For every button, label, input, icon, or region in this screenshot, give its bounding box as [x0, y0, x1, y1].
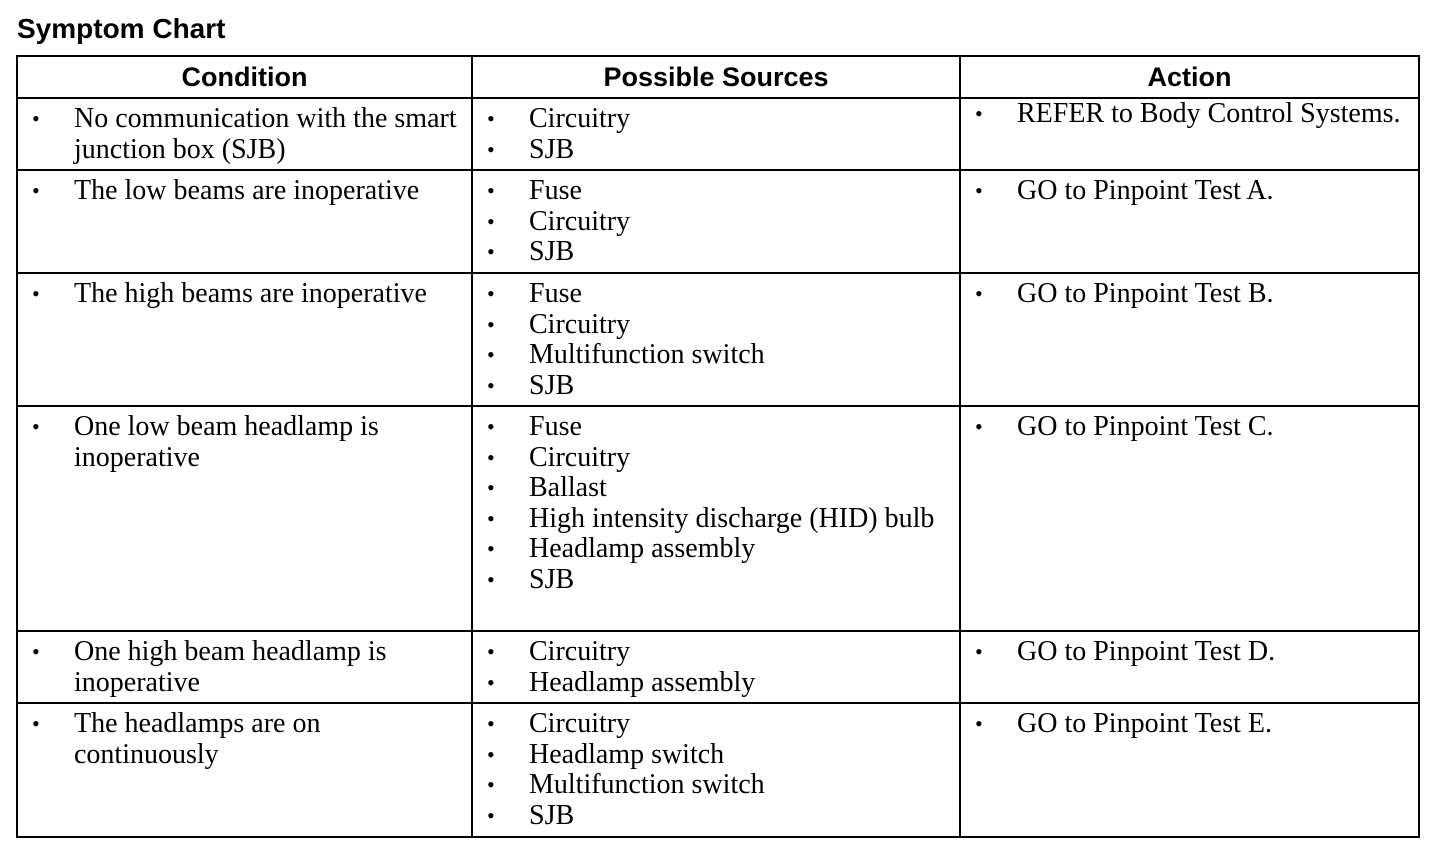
list-item [961, 99, 1418, 128]
list-item [473, 207, 959, 238]
list-item [473, 237, 959, 268]
sources-cell [472, 406, 960, 631]
sources-cell [472, 98, 960, 170]
condition-text: The high beams are inoperative [74, 278, 427, 309]
table-row [17, 703, 1419, 837]
bullet-icon: • [487, 802, 495, 828]
source-text: SJB [529, 133, 575, 165]
source-text: Circuitry [529, 103, 631, 134]
condition-text: One low beam headlamp is inoperative [74, 411, 379, 473]
page-title: Symptom Chart [17, 13, 226, 44]
sources-cell [472, 273, 960, 406]
bullet-icon: • [975, 711, 983, 736]
list-item [18, 176, 471, 207]
header-row [17, 56, 1419, 98]
source-text: Fuse [529, 278, 582, 309]
list-item [18, 279, 471, 310]
list-item [473, 340, 959, 371]
table-row [17, 98, 1419, 170]
condition-cell [17, 98, 472, 170]
table-row [17, 631, 1419, 703]
source-text: Multifunction switch [529, 339, 765, 370]
bullet-icon: • [32, 711, 40, 736]
action-text: GO to Pinpoint Test D. [1017, 636, 1276, 667]
bullet-icon: • [487, 711, 495, 736]
bullet-icon: • [487, 136, 495, 162]
bullet-icon: • [487, 414, 495, 439]
bullet-icon: • [487, 741, 495, 767]
source-text: SJB [529, 236, 575, 267]
bullet-icon: • [487, 505, 495, 531]
list-item [473, 443, 959, 474]
list-item [473, 534, 959, 565]
bullet-icon: • [32, 178, 40, 203]
list-item [473, 709, 959, 740]
sources-cell [472, 631, 960, 703]
action-text: GO to Pinpoint Test E. [1017, 708, 1272, 739]
bullet-icon: • [487, 566, 495, 592]
table-row [17, 406, 1419, 631]
list-item [473, 279, 959, 310]
condition-text: No communication with the smart junction box (SJB) [74, 103, 457, 165]
bullet-icon: • [487, 239, 495, 264]
bullet-icon: • [487, 475, 495, 500]
condition-cell [17, 703, 472, 837]
source-text: Headlamp switch [529, 738, 725, 770]
condition-header: Condition [17, 56, 472, 98]
action-text: GO to Pinpoint Test B. [1017, 278, 1274, 309]
list-item [961, 709, 1418, 740]
list-item [961, 412, 1418, 443]
source-text: Ballast [529, 472, 607, 503]
source-text: Headlamp assembly [529, 666, 756, 698]
list-item [473, 104, 959, 135]
list-item [473, 473, 959, 504]
action-cell [960, 273, 1419, 406]
source-text: Circuitry [529, 205, 631, 237]
action-cell [960, 406, 1419, 631]
list-item [961, 279, 1418, 310]
bullet-icon: • [487, 106, 495, 131]
bullet-icon: • [487, 178, 495, 203]
list-item [473, 770, 959, 801]
action-cell [960, 98, 1419, 170]
table-row [17, 170, 1419, 273]
list-item [473, 135, 959, 166]
list-item [473, 801, 959, 832]
bullet-icon: • [975, 281, 983, 306]
sources-cell [472, 170, 960, 273]
action-cell [960, 703, 1419, 837]
list-item [473, 740, 959, 771]
bullet-icon: • [975, 101, 983, 126]
list-item [473, 412, 959, 443]
condition-cell [17, 273, 472, 406]
bullet-icon: • [487, 772, 495, 797]
source-text: Fuse [529, 175, 582, 206]
symptom-table [16, 55, 1420, 838]
condition-cell [17, 170, 472, 273]
bullet-icon: • [487, 281, 495, 306]
source-text: Headlamp assembly [529, 533, 756, 564]
possible-sources-header: Possible Sources [472, 56, 960, 98]
condition-text: The low beams are inoperative [74, 175, 420, 206]
bullet-icon: • [487, 639, 495, 664]
bullet-icon: • [32, 106, 40, 131]
list-item [18, 637, 471, 698]
source-text: Circuitry [529, 708, 631, 739]
bullet-icon: • [487, 208, 495, 234]
condition-cell [17, 631, 472, 703]
bullet-icon: • [32, 639, 40, 664]
source-text: Multifunction switch [529, 769, 765, 800]
list-item [473, 176, 959, 207]
condition-text: The headlamps are on continuously [74, 708, 321, 770]
action-text: GO to Pinpoint Test A. [1017, 175, 1274, 206]
list-item [18, 709, 471, 770]
bullet-icon: • [487, 342, 495, 367]
source-text: SJB [529, 563, 575, 595]
list-item [473, 565, 959, 596]
bullet-icon: • [487, 311, 495, 337]
source-text: Circuitry [529, 441, 631, 473]
action-text: GO to Pinpoint Test C. [1017, 411, 1274, 442]
action-cell [960, 631, 1419, 703]
source-text: SJB [529, 799, 575, 831]
list-item [18, 104, 471, 165]
bullet-icon: • [975, 178, 983, 203]
list-item [473, 504, 959, 535]
bullet-icon: • [487, 372, 495, 398]
list-item [961, 176, 1418, 207]
list-item [473, 637, 959, 668]
source-text: SJB [529, 369, 575, 401]
list-item [18, 412, 471, 473]
table-row [17, 273, 1419, 406]
action-cell [960, 170, 1419, 273]
bullet-icon: • [487, 669, 495, 695]
list-item [961, 637, 1418, 668]
bullet-icon: • [975, 414, 983, 439]
bullet-icon: • [32, 281, 40, 306]
source-text: Circuitry [529, 636, 631, 667]
sources-cell [472, 703, 960, 837]
list-item [473, 371, 959, 402]
action-text: REFER to Body Control Systems. [1017, 98, 1401, 129]
bullet-icon: • [487, 536, 495, 561]
bullet-icon: • [32, 414, 40, 439]
list-item [473, 668, 959, 699]
list-item [473, 310, 959, 341]
source-text: Fuse [529, 411, 582, 442]
bullet-icon: • [487, 444, 495, 470]
condition-cell [17, 406, 472, 631]
source-text: High intensity discharge (HID) bulb [529, 502, 935, 534]
source-text: Circuitry [529, 308, 631, 340]
condition-text: One high beam headlamp is inoperative [74, 636, 387, 698]
action-header: Action [960, 56, 1419, 98]
bullet-icon: • [975, 639, 983, 664]
